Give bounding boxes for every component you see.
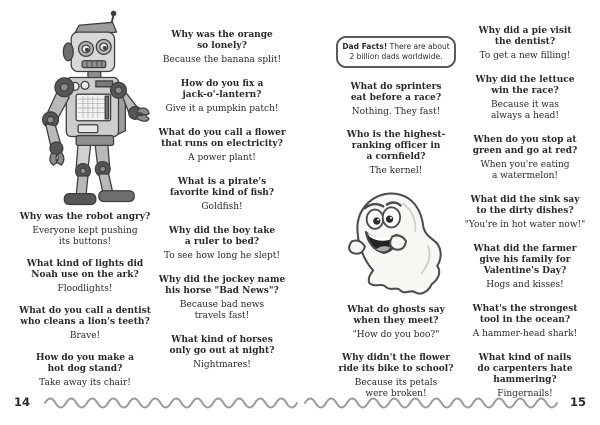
joke-question: What did the farmer give his family for Valentine's Day? [473,244,577,276]
joke-question: Why did the boy take a ruler to bed? [168,226,276,247]
page-number-left: 14 [14,395,31,409]
wavy-line-right [304,396,558,410]
joke-answer: A power plant! [188,153,256,163]
joke-question: How do you fix a jack-o'-lantern? [180,79,264,100]
joke-answer: Take away its chair! [39,378,131,388]
joke [142,275,302,322]
joke-answer: Everyone kept pushing its buttons! [32,226,138,247]
joke [330,82,462,118]
joke [142,30,302,66]
joke-answer: Nothing. They fast! [351,107,441,117]
right-page-column-1 [330,36,462,412]
joke [142,79,302,115]
joke-answer: "You're in hot water now!" [464,220,586,230]
joke-question: Who is the highest- ranking officer in a cornfield? [346,130,446,162]
joke [330,305,462,341]
joke-question: What do ghosts say when they meet? [347,305,445,326]
joke-answer: Floodlights! [57,284,113,294]
joke-question: Why didn't the flower ride its bike to school? [338,353,454,374]
joke-answer: Brave! [69,331,101,341]
joke-question: Why was the robot angry? [19,212,151,222]
joke-answer: Because bad news travels fast! [179,300,265,321]
joke-answer: A hammer-head shark! [472,329,578,339]
joke [330,130,462,177]
ghost-illustration [338,189,454,297]
joke [142,177,302,213]
joke [452,244,598,291]
joke [8,353,162,389]
joke-answer: Nightmares! [193,360,251,370]
joke-question: What kind of lights did Noah use on the ark? [26,259,144,280]
joke-question: What do you call a dentist who cleans a lion's teeth? [19,306,151,327]
joke-answer: When you're eating a watermelon! [480,160,570,181]
joke-question: What kind of horses only go out at night? [169,335,275,356]
wavy-line-left [44,396,298,410]
joke [330,353,462,400]
page-number-right: 15 [570,395,587,409]
joke [452,75,598,122]
dad-facts-box [336,36,456,68]
joke [8,306,162,342]
joke-question: How do you make a hot dog stand? [35,353,134,374]
joke-question: Why did the jockey name his horse "Bad News"? [158,275,286,296]
joke-question: What do sprinters eat before a race? [350,82,442,103]
robot-illustration [20,8,150,206]
robot-cartoon-svg [20,8,150,206]
joke-question: What did the sink say to the dirty dishes? [470,195,580,216]
joke-question: Why did the lettuce win the race? [475,75,575,96]
joke-answer: Because it was always a head! [491,100,559,121]
joke [142,226,302,262]
joke [8,259,162,295]
right-page-column-2 [452,26,598,413]
right-page [300,0,600,425]
joke-question: What's the strongest tool in the ocean? [472,304,578,325]
joke-question: Why did a pie visit the dentist? [478,26,572,47]
joke [8,212,162,248]
left-page-column-1 [8,8,162,400]
joke-answer: Because its petals were broken! [354,378,438,399]
joke-answer: The kernel! [369,166,423,176]
joke [452,135,598,182]
joke [452,353,598,400]
joke [452,304,598,340]
joke-question: What kind of nails do carpenters hate hammering? [477,353,573,385]
joke [142,335,302,371]
left-page-column-2 [142,30,302,384]
dad-facts-label: Dad Facts! [342,42,388,51]
dad-facts-text: There are about 2 billion dads worldwide. [349,42,450,61]
ghost-cartoon-svg [338,189,454,297]
joke-answer: "How do you boo?" [352,330,440,340]
joke-answer: Fingernails! [497,389,553,399]
joke-answer: Hogs and kisses! [486,280,564,290]
joke-answer: Goldfish! [201,202,243,212]
joke-answer: Because the banana split! [162,55,282,65]
joke [452,195,598,231]
joke [452,26,598,62]
joke-question: What is a pirate's favorite kind of fish? [169,177,275,198]
joke-answer: Give it a pumpkin patch! [165,104,279,114]
joke-question: What do you call a flower that runs on electricity? [158,128,286,149]
joke-question: Why was the orange so lonely? [171,30,273,51]
joke-answer: To see how long he slept! [163,251,280,261]
joke-question: When do you stop at green and go at red? [472,135,578,156]
joke-answer: To get a new filling! [479,51,571,61]
joke [142,128,302,164]
